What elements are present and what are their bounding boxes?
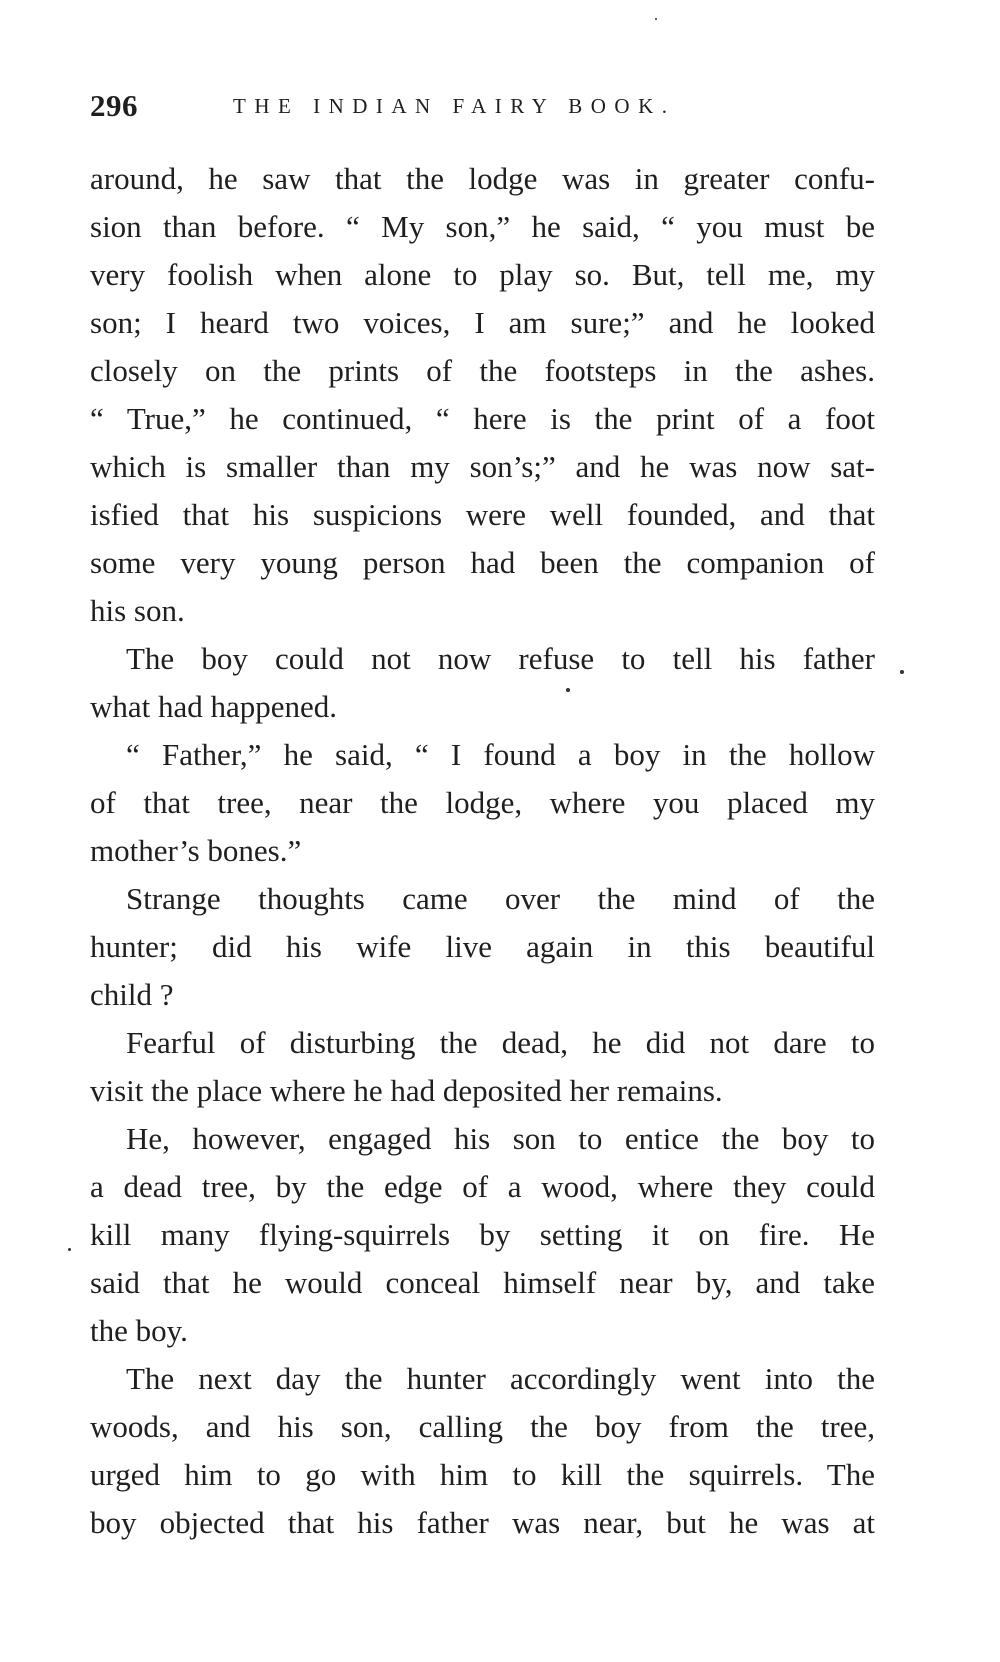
text-line: around, he saw that the lodge was in greater confu-	[90, 161, 875, 196]
text-line: kill many flying-squirrels by setting it on fire. He	[90, 1217, 875, 1252]
text-line: The boy could not now refuse to tell his father	[126, 641, 875, 676]
text-line: isfied that his suspicions were well founded, and that	[90, 497, 875, 532]
text-line: woods, and his son, calling the boy from the tree,	[90, 1409, 875, 1444]
text-line: said that he would conceal himself near by, and take	[90, 1265, 875, 1300]
text-line: Fearful of disturbing the dead, he did not dare to	[126, 1025, 875, 1060]
text-line: Strange thoughts came over the mind of the	[126, 881, 875, 916]
text-line: He, however, engaged his son to entice the boy to	[126, 1121, 875, 1156]
print-speck	[655, 18, 657, 20]
text-line: sion than before. “ My son,” he said, “ you must be	[90, 209, 875, 244]
text-line: “ True,” he continued, “ here is the print of a foot	[90, 401, 875, 436]
page-number: 296	[90, 88, 138, 123]
text-line: some very young person had been the companion of	[90, 545, 875, 580]
body-text	[90, 155, 875, 1547]
text-line: of that tree, near the lodge, where you placed my	[90, 785, 875, 820]
print-speck	[68, 1248, 71, 1251]
text-line: urged him to go with him to kill the squirrels. The	[90, 1457, 875, 1492]
text-line: boy objected that his father was near, but he was at	[90, 1505, 875, 1540]
text-line: the boy.	[90, 1313, 188, 1348]
text-line: closely on the prints of the footsteps in the ashes.	[90, 353, 875, 388]
print-speck	[566, 688, 570, 692]
running-head	[90, 88, 890, 128]
text-line: “ Father,” he said, “ I found a boy in the hollow	[126, 737, 875, 772]
text-line: very foolish when alone to play so. But, tell me, my	[90, 257, 875, 292]
text-line: visit the place where he had deposited her remains.	[90, 1073, 723, 1108]
text-line: child ?	[90, 977, 174, 1012]
text-line: The next day the hunter accordingly went into the	[126, 1361, 875, 1396]
text-line: a dead tree, by the edge of a wood, where they could	[90, 1169, 875, 1204]
text-line: mother’s bones.”	[90, 833, 302, 868]
book-title: THE INDIAN FAIRY BOOK.	[233, 94, 676, 118]
text-line: what had happened.	[90, 689, 338, 724]
text-line: his son.	[90, 593, 185, 628]
print-speck	[900, 670, 904, 674]
text-line: hunter; did his wife live again in this beautiful	[90, 929, 875, 964]
text-line: son; I heard two voices, I am sure;” and he looked	[90, 305, 875, 340]
text-line: which is smaller than my son’s;” and he was now sat-	[90, 449, 875, 484]
